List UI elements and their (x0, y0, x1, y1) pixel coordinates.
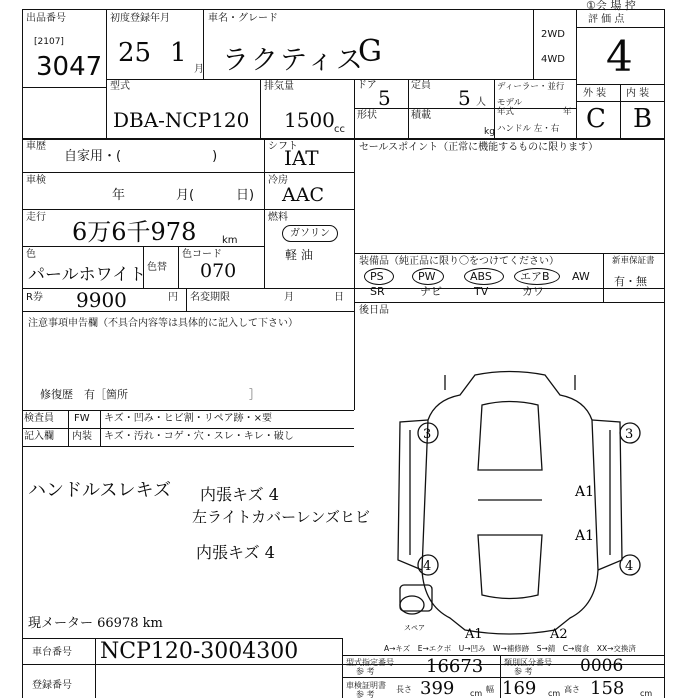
equip-sr: SR (370, 285, 385, 298)
fuel-label: 燃料 (268, 212, 288, 223)
load-unit: kg (484, 127, 495, 137)
recycle-label: R券 (26, 292, 43, 303)
disp-label: 排気量 (264, 81, 294, 92)
ext-grade: C (586, 104, 606, 134)
drive-4wd: 4WD (541, 54, 565, 65)
type-no-ref: 参 考 (356, 667, 375, 676)
chassis-label: 車台番号 (32, 647, 72, 658)
height-unit: cm (640, 689, 653, 698)
lot-sub: [2107] (34, 37, 64, 47)
disp-value: 1500 (284, 108, 335, 132)
reg-date-label: 初度登録年月 (110, 13, 170, 24)
equip-pw: PW (418, 270, 436, 283)
name-change-day: 日 (334, 292, 344, 303)
equip-ps-circle (364, 268, 394, 285)
car-label: 車名・グレード (208, 13, 278, 24)
notes-label: 注意事項申告欄（不具合内容等は具体的に記入して下さい） (28, 318, 298, 329)
equip-abs: ABS (470, 270, 492, 283)
height-value: 158 (590, 678, 625, 699)
length-label: 長さ (396, 685, 412, 694)
usage-label: 車歴 (26, 141, 46, 152)
ext-label: 外 装 (583, 88, 607, 99)
chassis-value: NCP120-3004300 (100, 639, 299, 664)
int-label: 内 装 (626, 88, 650, 99)
name-change-label: 名変期限 (190, 292, 230, 303)
reg-month-unit: 月 (194, 64, 204, 75)
diagram-legend: A→キズ E→エクボ U→凹み W→補修跡 S→錆 C→腐食 XX→交換済 (384, 644, 636, 653)
model-label: 型式 (110, 81, 130, 92)
cert-ref: 参 考 (356, 690, 375, 699)
dealer-label: ディーラー・並行 (497, 82, 565, 92)
repair-history: 修復歴 有［箇所 ］ (40, 388, 260, 401)
equip-ps: PS (370, 270, 384, 283)
warranty-label: 新車保証書 (612, 256, 655, 266)
mark-bottom-2: A2 (550, 627, 568, 642)
color-code: 070 (200, 260, 237, 282)
mark-rear-right: 4 (625, 559, 634, 574)
usage-value: 自家用・( ) (64, 149, 218, 164)
class-no-label: 類別区分番号 (504, 658, 552, 667)
inspector-label: 検査員 (24, 413, 54, 424)
mark-side-1: A1 (575, 484, 595, 500)
mileage-unit: km (222, 235, 238, 246)
fuel-diesel: 軽 油 (285, 248, 313, 262)
length-unit: cm (470, 689, 483, 698)
sales-label: セールスポイント（正常に機能するものに限ります） (359, 142, 599, 153)
mark-front-left: 3 (423, 427, 432, 442)
doors-value: 5 (378, 86, 391, 110)
model-value: DBA-NCP120 (113, 108, 250, 132)
grade-value: 4 (606, 32, 633, 81)
recycle-unit: 円 (168, 292, 178, 303)
odometer-note: 現メーター 66978 km (28, 616, 163, 631)
car-diagram (360, 360, 660, 650)
model-year-label: モデル (497, 98, 523, 108)
type-no-value: 16673 (426, 656, 484, 677)
equip-leather: カワ (522, 285, 544, 298)
drive-2wd: 2WD (541, 29, 565, 40)
width-value: 169 (502, 678, 537, 699)
equip-list (362, 268, 602, 300)
equip-tv: TV (474, 285, 489, 298)
ac-label: 冷房 (268, 175, 288, 186)
inspect-label: 車検 (26, 175, 46, 186)
name-change-month: 月 (284, 292, 294, 303)
recycle-value: 9900 (76, 288, 127, 312)
lot-number: 3047 (36, 52, 103, 82)
mark-side-2: A1 (575, 528, 595, 544)
remark-1: ハンドルスレキズ (28, 480, 172, 501)
equip-aw: AW (572, 270, 590, 283)
mileage-label: 走行 (26, 212, 46, 223)
load-label: 積載 (411, 110, 431, 121)
width-label: 幅 (486, 685, 494, 694)
mark-bottom-1: A1 (465, 627, 483, 642)
inspect-day: 日) (236, 188, 255, 203)
defect-codes-int: キズ・汚れ・コゲ・穴・スレ・キレ・破し (104, 431, 294, 442)
warranty-value: 有・無 (614, 275, 647, 288)
inspect-month: 月( (176, 188, 195, 203)
ac-value: AAC (282, 184, 324, 206)
class-no-value: 0006 (580, 656, 624, 676)
car-name: ラクティス (222, 45, 365, 76)
cert-label: 車検証明書 (346, 681, 386, 690)
capacity-value: 5 (458, 86, 471, 110)
equip-abs-circle (464, 268, 504, 285)
remark-4: 内張キズ 4 (196, 543, 275, 562)
mark-front-right: 3 (625, 427, 634, 442)
later-label: 後日品 (359, 305, 389, 316)
remark-2: 内張キズ 4 (200, 485, 279, 504)
interior-label: 内装 (72, 431, 92, 442)
car-grade: G (358, 34, 382, 69)
inspect-year: 年 (112, 188, 126, 203)
equip-airbag: エアB (520, 270, 550, 283)
equip-airbag-circle (514, 268, 560, 285)
class-no-ref: 参 考 (514, 667, 533, 676)
reg-year: 25 (118, 38, 152, 68)
fuel-gas: ガソリン (290, 228, 330, 239)
doors-label: ドア (357, 80, 377, 91)
mark-rear-left: 4 (423, 559, 432, 574)
shape-label: 形状 (357, 110, 377, 121)
fw-label: FW (74, 413, 90, 424)
year-unit: 年 (563, 107, 572, 117)
reg-month: 1 (170, 38, 187, 68)
grade-label: 評 価 点 (588, 14, 625, 25)
disp-unit: cc (334, 124, 345, 135)
width-unit: cm (548, 689, 561, 698)
color-value: パールホワイト (28, 265, 147, 285)
entry-label: 記入欄 (24, 431, 54, 442)
type-no-label: 型式指定番号 (346, 658, 394, 667)
equip-navi: ナビ (420, 285, 442, 298)
year-label: 年式 (497, 107, 515, 117)
int-grade: B (633, 104, 653, 134)
color-label: 色 (26, 249, 36, 260)
spare-label: スペア (404, 624, 425, 632)
length-value: 399 (420, 678, 455, 699)
capacity-unit: 人 (476, 97, 486, 108)
handle-label: ハンドル 左・右 (497, 124, 560, 134)
remark-3: 左ライトカバーレンズヒビ (192, 508, 370, 526)
height-label: 高さ (564, 685, 580, 694)
capacity-label: 定員 (411, 80, 431, 91)
defect-codes-ext: キズ・凹み・ヒビ割・リペア跡・×要 (104, 413, 272, 424)
registration-label: 登録番号 (32, 680, 72, 691)
lot-label: 出品番号 (26, 13, 66, 24)
shift-label: シフト (268, 141, 298, 152)
venue-copy: ①会 場 控 (586, 0, 636, 12)
shift-value: IAT (284, 146, 319, 170)
mileage-value: 6万6千978 (72, 218, 197, 246)
equip-label: 装備品（純正品に限り〇をつけてください） (359, 256, 559, 267)
color-change-label: 色替 (147, 262, 167, 273)
color-code-label: 色コード (182, 249, 222, 260)
equip-pw-circle (412, 268, 444, 285)
